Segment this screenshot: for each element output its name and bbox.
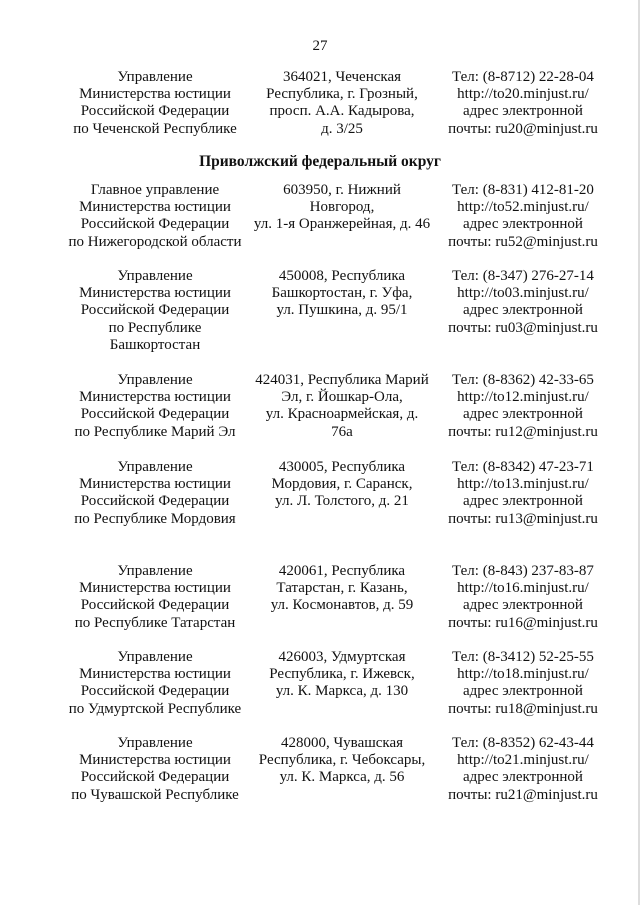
office-entry-nizhny-novgorod <box>0 182 640 272</box>
postal-address: 430005, Республика Мордовия, г. Саранск, ул. Л. Толстого, д. 21 <box>271 459 413 510</box>
postal-address: 603950, г. Нижний Новгород, ул. 1-я Оранжерейная, д. 46 <box>253 182 431 233</box>
contact-info: Тел: (8-843) 237-83-87 http://to16.minjust.ru/ адрес электронной почты: ru16@minjust.ru <box>448 563 598 631</box>
postal-address: 424031, Республика Марий Эл, г. Йошкар-Ола, ул. Красноармейская, д. 76а <box>255 372 429 440</box>
organization-name: Управление Министерства юстиции Российской Федерации по Удмуртской Республике <box>68 649 242 717</box>
contact-info: Тел: (8-8712) 22-28-04 http://to20.minjust.ru/ адрес электронной почты: ru20@minjust.ru <box>448 69 598 137</box>
contact-info: Тел: (8-347) 276-27-14 http://to03.minjust.ru/ адрес электронной почты: ru03@minjust.ru <box>448 268 598 336</box>
office-entry-bashkortostan <box>0 268 640 358</box>
organization-name: Управление Министерства юстиции Российской Федерации по Республике Марий Эл <box>74 372 236 440</box>
organization-name: Главное управление Министерства юстиции Российской Федерации по Нижегородской области <box>68 182 242 250</box>
organization-name: Управление Министерства юстиции Российской Федерации по Чеченской Республике <box>73 69 237 137</box>
postal-address: 364021, Чеченская Республика, г. Грозный, просп. А.А. Кадырова, д. 3/25 <box>266 69 418 137</box>
contact-info: Тел: (8-8362) 42-33-65 http://to12.minjust.ru/ адрес электронной почты: ru12@minjust.ru <box>448 372 598 440</box>
postal-address: 450008, Республика Башкортостан, г. Уфа, ул. Пушкина, д. 95/1 <box>271 268 413 319</box>
page-number: 27 <box>312 38 328 54</box>
postal-address: 428000, Чувашская Республика, г. Чебоксары, ул. К. Маркса, д. 56 <box>258 735 426 786</box>
section-heading: Приволжский федеральный округ <box>199 153 441 170</box>
office-entry-mordovia <box>0 459 640 549</box>
contact-info: Тел: (8-8342) 47-23-71 http://to13.minjust.ru/ адрес электронной почты: ru13@minjust.ru <box>448 459 598 527</box>
organization-name: Управление Министерства юстиции Российской Федерации по Республике Башкортостан <box>79 268 231 353</box>
contact-info: Тел: (8-3412) 52-25-55 http://to18.minjust.ru/ адрес электронной почты: ru18@minjust.ru <box>448 649 598 717</box>
office-entry-chechnya <box>0 69 640 159</box>
contact-info: Тел: (8-831) 412-81-20 http://to52.minjust.ru/ адрес электронной почты: ru52@minjust.ru <box>448 182 598 250</box>
contact-info: Тел: (8-8352) 62-43-44 http://to21.minjust.ru/ адрес электронной почты: ru21@minjust.ru <box>448 735 598 803</box>
office-entry-udmurtia <box>0 649 640 739</box>
office-entry-tatarstan <box>0 563 640 653</box>
postal-address: 426003, Удмуртская Республика, г. Ижевск, ул. К. Маркса, д. 130 <box>269 649 415 700</box>
office-entry-mari-el <box>0 372 640 462</box>
organization-name: Управление Министерства юстиции Российской Федерации по Республике Мордовия <box>74 459 236 527</box>
postal-address: 420061, Республика Татарстан, г. Казань, ул. Космонавтов, д. 59 <box>270 563 414 614</box>
office-entry-chuvashia <box>0 735 640 825</box>
organization-name: Управление Министерства юстиции Российской Федерации по Чувашской Республике <box>71 735 239 803</box>
organization-name: Управление Министерства юстиции Российской Федерации по Республике Татарстан <box>74 563 236 631</box>
